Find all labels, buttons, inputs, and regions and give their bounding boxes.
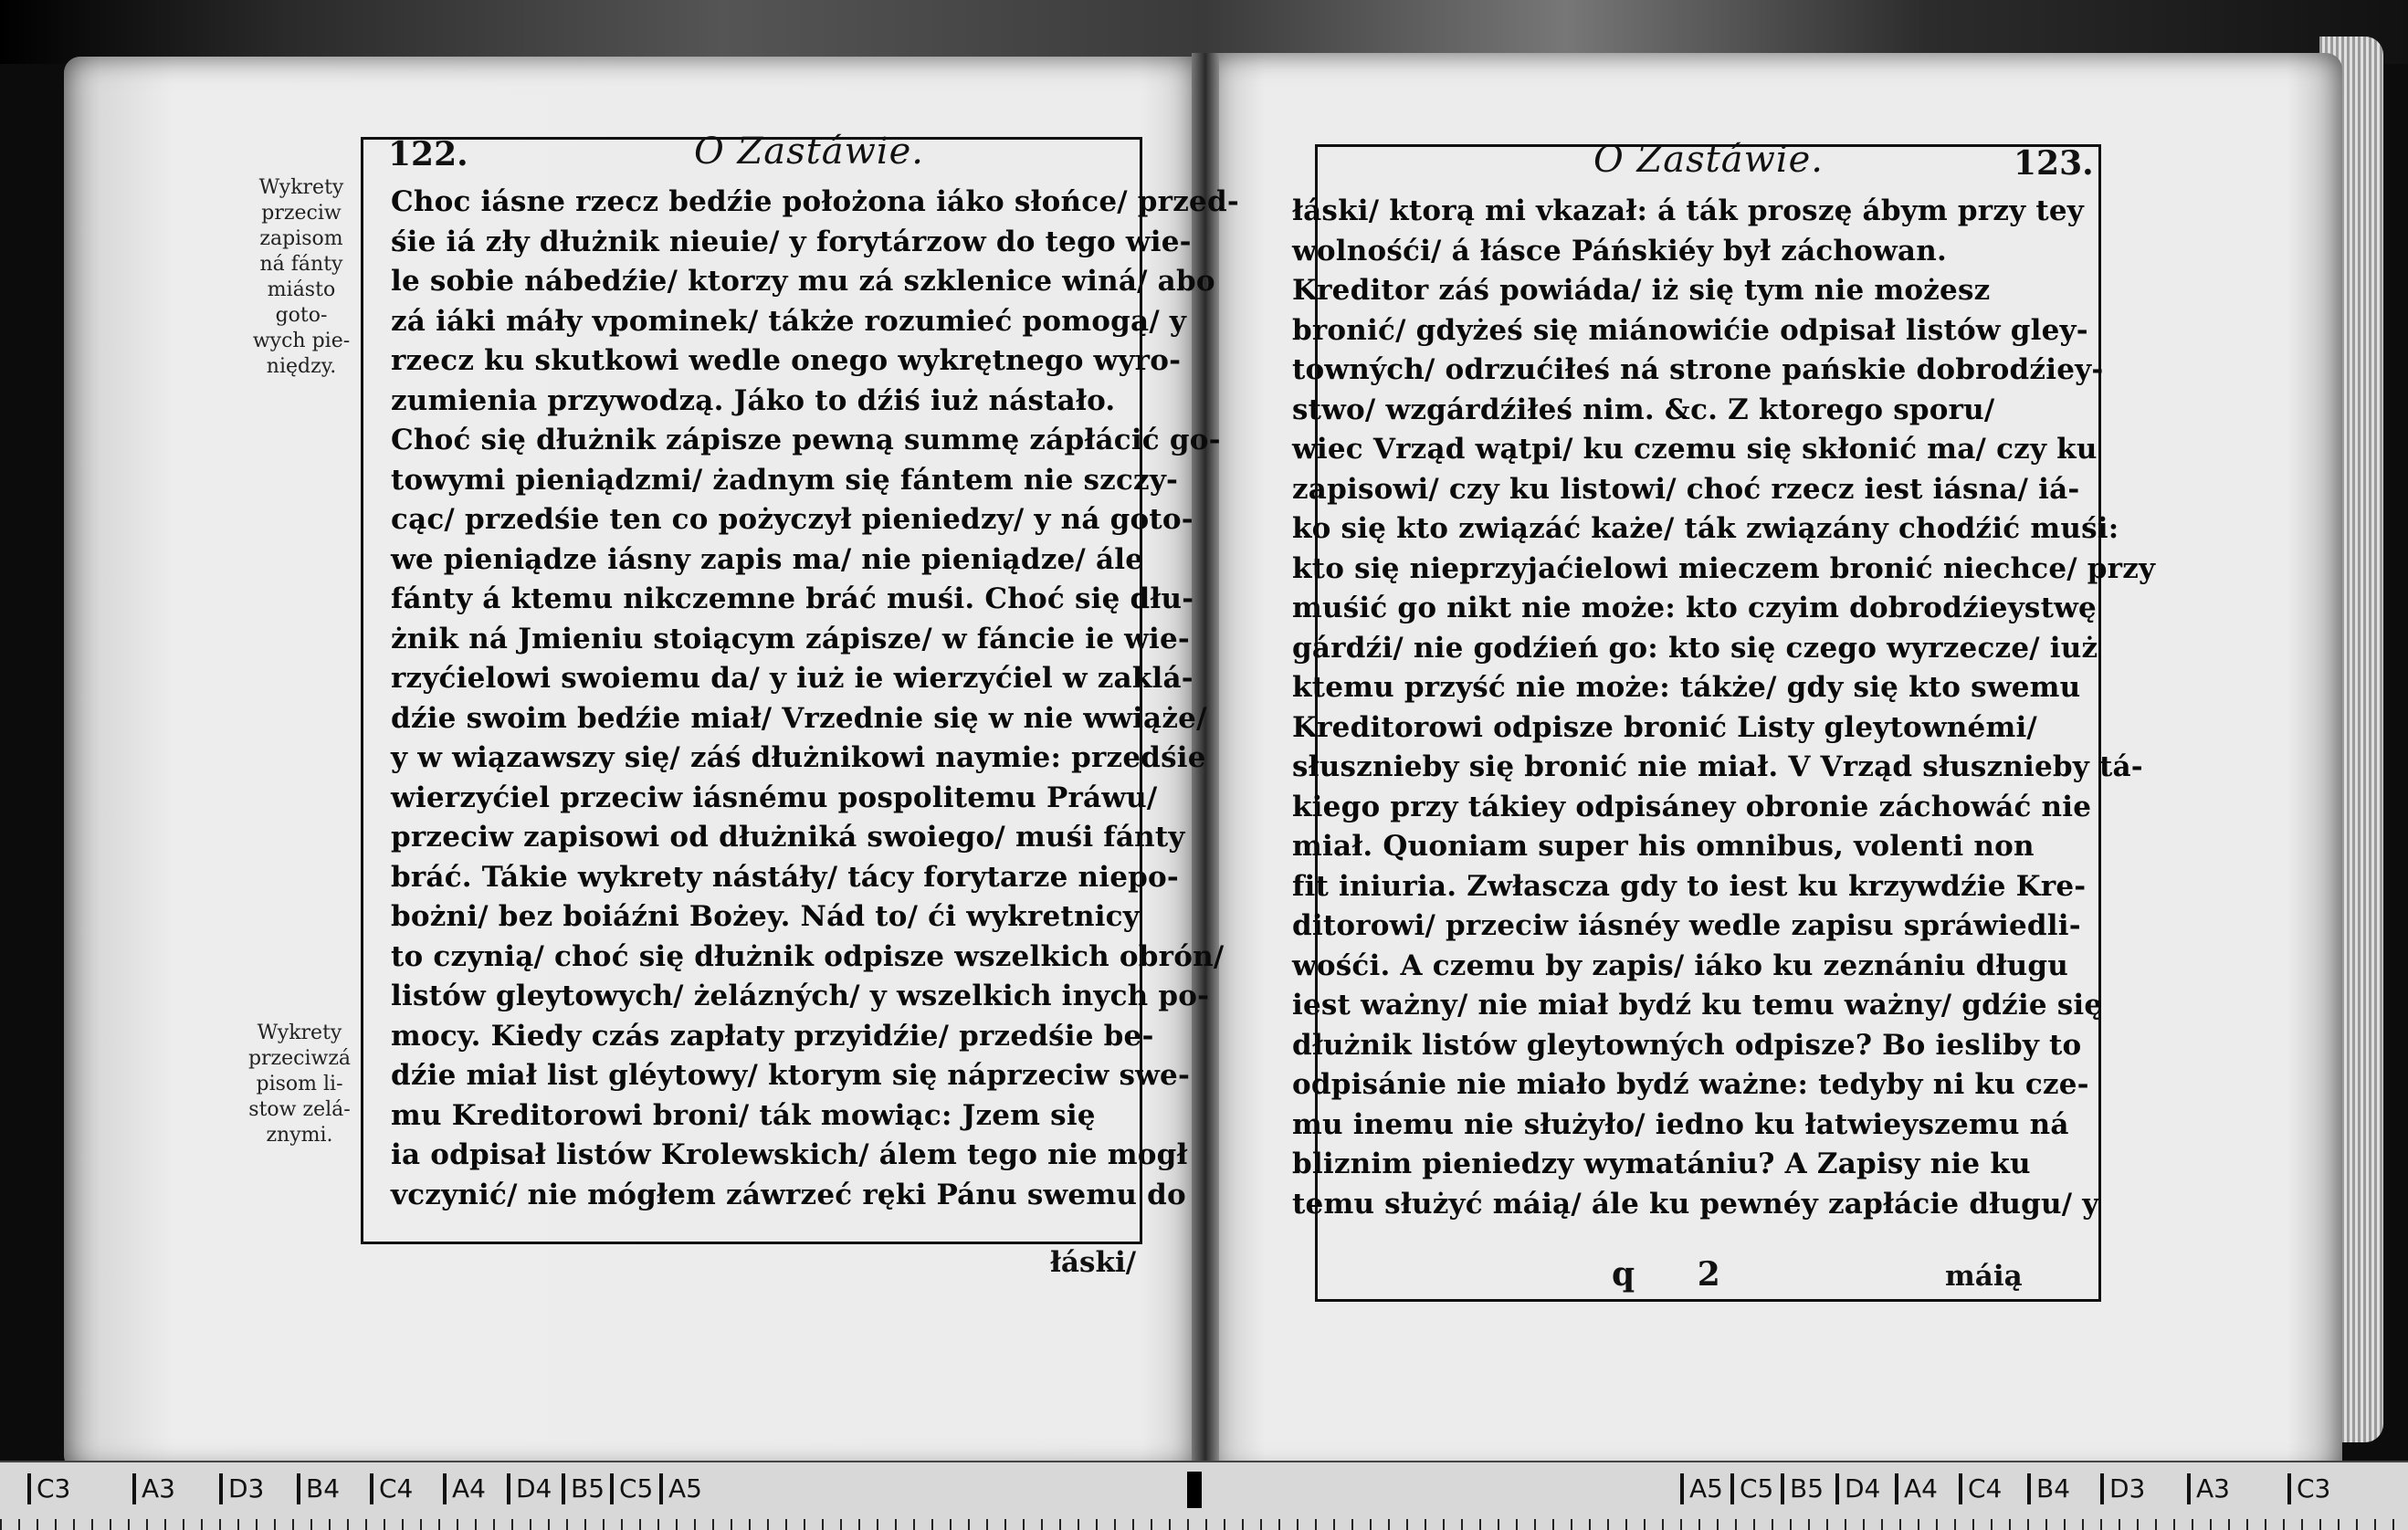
margin-note-line: miásto	[267, 278, 336, 301]
left-body-text	[391, 183, 1239, 1215]
text-line: przeciw zapisowi od dłużniká swoiego/ muśi fánty	[391, 821, 1185, 854]
text-line: ko się kto związáć każe/ ták związány chodźić muśi:	[1292, 512, 2119, 545]
text-line: kiego przy tákiey odpisáney obronie záchowáć nie	[1292, 790, 2092, 823]
margin-note-line: Wykrety	[257, 1022, 342, 1044]
left-margin-note-2	[236, 1021, 363, 1148]
text-line: wiec Vrząd wątpi/ ku czemu się skłonić ma/ czy ku	[1292, 433, 2098, 466]
ruler-label: C3	[27, 1473, 70, 1504]
text-line: Kreditorowi odpisze bronić Listy gleytownémi/	[1292, 710, 2037, 744]
ruler-label: C4	[1959, 1473, 2002, 1504]
text-line: y w wiązawszy się/ záś dłużnikowi naymie: przedśie	[391, 741, 1206, 774]
left-page-number: 122.	[388, 135, 468, 173]
scan-ruler	[0, 1461, 2408, 1530]
text-line: wolnośći/ á łásce Páńskiéy był záchowan.	[1292, 234, 1947, 267]
text-line: le sobie nábedźie/ ktorzy mu zá szklenice winá/ abo	[391, 265, 1215, 298]
margin-note-line: zapisom	[259, 227, 343, 250]
ruler-label: B4	[297, 1473, 340, 1504]
text-line: zumienia przywodzą. Jáko to dźiś iuż nástało.	[391, 383, 1116, 417]
ruler-label: C4	[370, 1473, 413, 1504]
text-line: cąc/ przedśie ten co pożyczył pieniedzy/ y ná goto-	[391, 503, 1193, 536]
ruler-label: A3	[132, 1473, 175, 1504]
ruler-label: C3	[2287, 1473, 2330, 1504]
text-line: rzyćielowi swoiemu da/ y iuż ie wierzyćiel w zaklá-	[391, 662, 1193, 695]
text-line: fit iniuria. Zwłascza gdy to iest ku krzywdźie Kre-	[1292, 869, 2087, 903]
ruler-label: B5	[1781, 1473, 1824, 1504]
text-line: listów gleytowych/ żelázných/ y wszelkich inych po-	[391, 980, 1210, 1012]
text-line: stwo/ wzgárdźiłeś nim. &c. Z ktorego sporu/	[1292, 393, 1995, 426]
text-line: bliznim pieniedzy wymatániu? A Zapisy nie ku	[1292, 1148, 2031, 1180]
text-line: śie iá zły dłużnik nieuie/ y forytárzow do tego wie-	[391, 225, 1192, 258]
text-line: Choc iásne rzecz bedźie położona iáko słońce/ przed-	[391, 185, 1239, 218]
ruler-label: C5	[1730, 1473, 1773, 1504]
text-line: mocy. Kiedy czás zapłaty przyidźie/ przedśie be-	[391, 1019, 1154, 1053]
ruler-label: A5	[1680, 1473, 1723, 1504]
signature-mark: q 2	[1612, 1255, 1746, 1294]
text-line: słusznieby się bronić nie miał. V Vrząd słusznieby tá-	[1292, 750, 2143, 783]
text-line: zapisowi/ czy ku listowi/ choć rzecz iest iásna/ iá-	[1292, 472, 2080, 506]
text-line: fánty á ktemu nikczemne bráć muśi. Choć się dłu-	[391, 582, 1194, 615]
text-line: bronić/ gdyżeś się miánowićie odpisał listów gley-	[1292, 313, 2088, 347]
text-line: muśić go nikt nie może: kto czyim dobrodźieystwę	[1292, 592, 2097, 624]
ruler-label: A3	[2187, 1473, 2230, 1504]
right-running-head: O Zastáwie.	[1593, 139, 1824, 181]
text-line: temu służyć máią/ ále ku pewnéy zapłácie długu/ y	[1292, 1187, 2099, 1221]
text-line: dźie swoim bedźie miał/ Vrzednie się w nie wwiąże/	[391, 701, 1207, 735]
margin-note-line: znymi.	[266, 1124, 333, 1147]
text-line: dłużnik listów gleytowných odpisze? Bo iesliby to	[1292, 1028, 2082, 1062]
margin-note-line: goto-	[275, 304, 328, 327]
text-line: bożni/ bez boiáźni Bożey. Nád to/ ći wykretnicy	[391, 900, 1140, 933]
text-line: żnik ná Jmieniu stoiącym zápisze/ w fáncie ie wie-	[391, 622, 1191, 655]
text-line: ia odpisał listów Krolewskich/ álem tego nie mogł	[391, 1138, 1188, 1171]
ruler-label: B5	[562, 1473, 605, 1504]
ruler-label: A5	[659, 1473, 702, 1504]
left-margin-note-1	[237, 175, 365, 380]
ruler-label: C5	[610, 1473, 653, 1504]
right-body-text	[1292, 192, 2155, 1224]
text-line: miał. Quoniam super his omnibus, volenti non	[1292, 830, 2035, 863]
margin-note-line: wych pie-	[252, 330, 351, 352]
text-line: rzecz ku skutkowi wedle onego wykrętnego wyro-	[391, 344, 1182, 377]
left-running-head: O Zastáwie.	[694, 131, 925, 173]
text-line: wośći. A czemu by zapis/ iáko ku zeznániu długu	[1292, 948, 2069, 982]
margin-note-line: niędzy.	[266, 355, 337, 378]
text-line: vczynić/ nie mógłem záwrzeć ręki Pánu swemu do	[391, 1178, 1186, 1211]
margin-note-line: przeciw	[261, 202, 342, 225]
ruler-ticks	[0, 1519, 2408, 1530]
text-line: wierzyćiel przeciw iásnému pospolitemu Práwu/	[391, 781, 1158, 814]
text-line: we pieniądze iásny zapis ma/ nie pieniądze/ ále	[391, 542, 1144, 576]
ruler-label: D3	[2100, 1473, 2145, 1504]
margin-note-line: ná fánty	[259, 253, 343, 276]
left-catchword: łáski/	[1050, 1246, 1137, 1279]
text-line: mu inemu nie służyło/ iedno ku łatwieyszemu ná	[1292, 1107, 2069, 1141]
text-line: Kreditor záś powiáda/ iż się tym nie możesz	[1292, 274, 1991, 307]
text-line: odpisánie nie miało bydź ważne: tedyby ni ku cze-	[1292, 1068, 2089, 1101]
right-catchword: máią	[1945, 1260, 2023, 1293]
ruler-center-mark	[1187, 1472, 1202, 1508]
text-line: iest ważny/ nie miał bydź ku temu ważny/ gdźie się	[1292, 989, 2103, 1022]
ruler-label: D4	[507, 1473, 552, 1504]
text-line: towných/ odrzućiłeś ná strone pańskie dobrodźiey-	[1292, 353, 2104, 386]
text-line: Choć się dłużnik zápisze pewną summę zápłácić go-	[391, 424, 1221, 456]
right-page-number: 123.	[2014, 144, 2094, 183]
text-line: bráć. Tákie wykrety nástáły/ tácy forytarze niepo-	[391, 860, 1179, 894]
text-line: ditorowi/ przeciw iásnéy wedle zapisu spráwiedli-	[1292, 909, 2081, 942]
margin-note-line: przeciwzá	[247, 1047, 352, 1070]
text-line: mu Kreditorowi broni/ ták mowiąc: Jzem się	[391, 1098, 1096, 1132]
ruler-label: B4	[2027, 1473, 2070, 1504]
text-line: gárdźi/ nie godźień go: kto się czego wyrzecze/ iuż	[1292, 631, 2098, 665]
ruler-label: D4	[1835, 1473, 1880, 1504]
ruler-label: D3	[219, 1473, 264, 1504]
text-line: łáski/ ktorą mi vkazał: á ták proszę ábym przy tey	[1292, 194, 2084, 227]
text-line: zá iáki máły vpominek/ tákże rozumieć pomogą/ y	[391, 304, 1187, 338]
margin-note-line: stow zelá-	[248, 1098, 351, 1121]
text-line: ktemu przyść nie może: tákże/ gdy się kto swemu	[1292, 671, 2081, 704]
ruler-label: A4	[1895, 1473, 1938, 1504]
ruler-label: A4	[443, 1473, 486, 1504]
margin-note-line: pisom li-	[256, 1073, 343, 1095]
text-line: towymi pieniądzmi/ żadnym się fántem nie szczy-	[391, 463, 1179, 497]
text-line: to czynią/ choć się dłużnik odpisze wszelkich obrón/	[391, 939, 1225, 973]
text-line: dźie miał list gléytowy/ ktorym się náprzeciw swe-	[391, 1059, 1191, 1092]
text-line: kto się nieprzyjaćielowi mieczem bronić niechce/ przy	[1292, 551, 2156, 585]
margin-note-line: Wykrety	[258, 176, 344, 199]
